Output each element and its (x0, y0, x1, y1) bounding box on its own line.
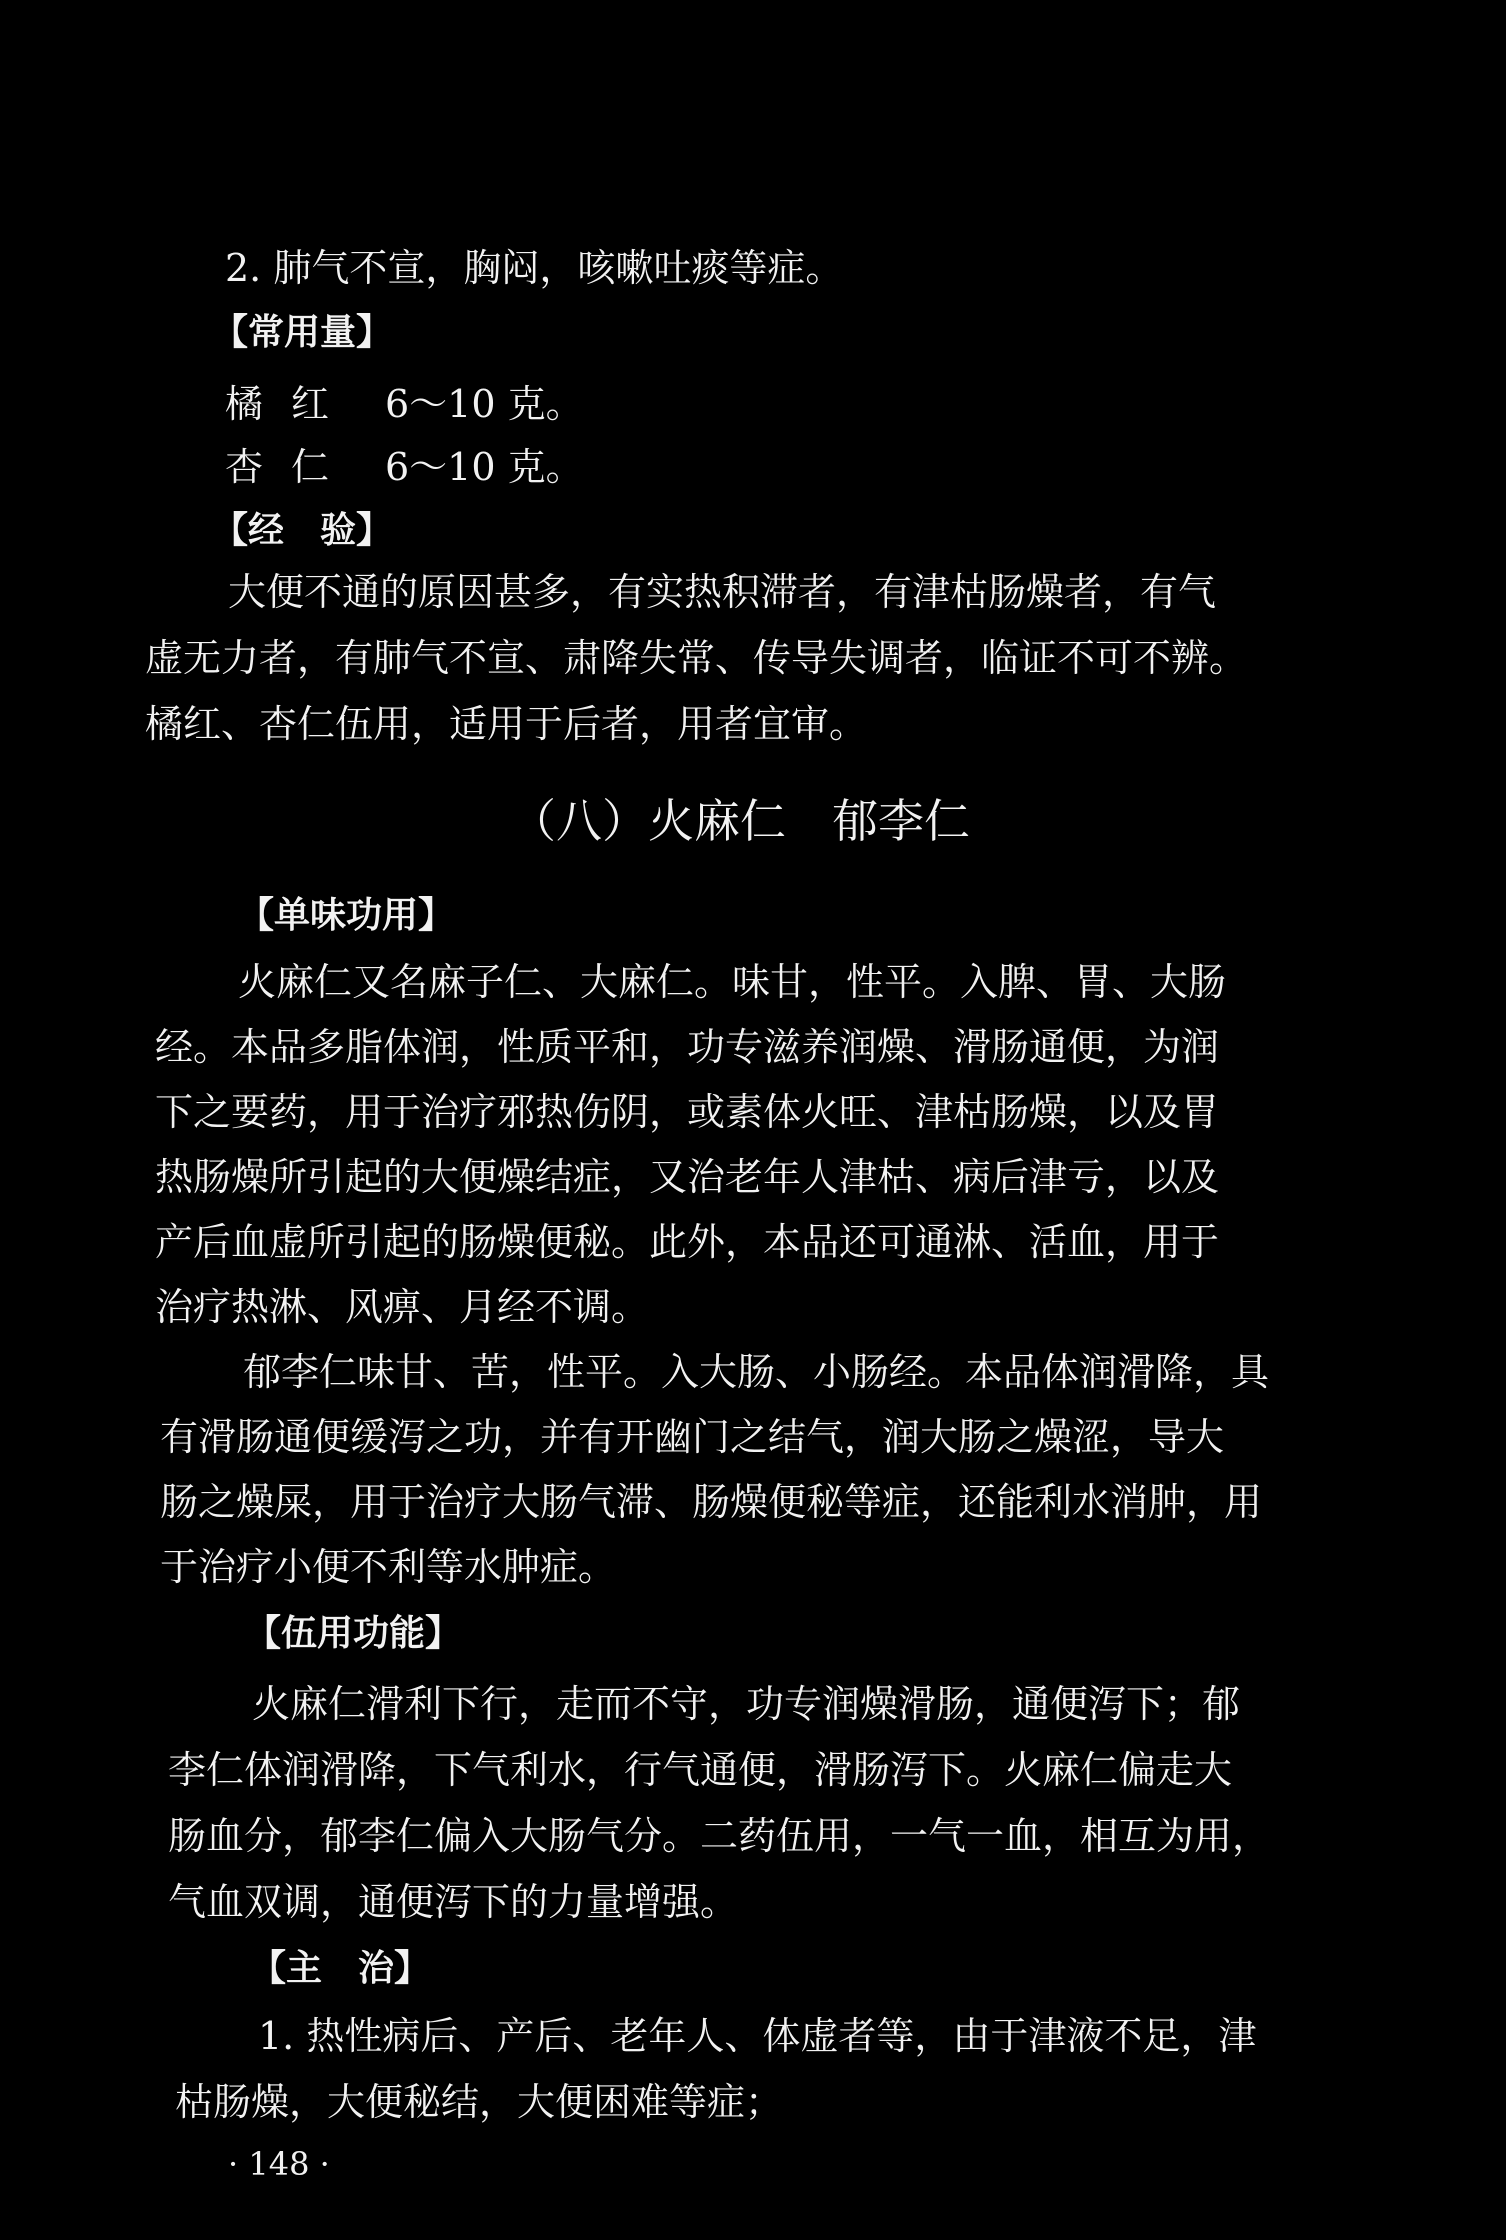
dosage-amount: 6～10 克。 (385, 445, 584, 489)
paragraph-line: 有滑肠通便缓泻之功，并有开幽门之结气，润大肠之燥涩，导大 (160, 1415, 1225, 1459)
dosage-amount: 6～10 克。 (385, 382, 584, 426)
dosage-herb-name: 橘红 (225, 382, 358, 426)
experience-heading: 【经 验】 (212, 510, 393, 551)
list-item-2: 2. 肺气不宣，胸闷，咳嗽吐痰等症。 (225, 246, 844, 290)
page-number: · 148 · (228, 2145, 330, 2183)
paragraph-line: 于治疗小便不利等水肿症。 (160, 1545, 617, 1589)
single-function-heading: 【单味功用】 (238, 895, 455, 936)
paragraph-line: 虚无力者，有肺气不宣、肃降失常、传导失调者，临证不可不辨。 (145, 636, 1248, 680)
paragraph-line: 肠血分，郁李仁偏入大肠气分。二药伍用，一气一血，相互为用， (168, 1814, 1271, 1858)
paragraph-line: 肠之燥屎，用于治疗大肠气滞、肠燥便秘等症，还能利水消肿，用 (160, 1480, 1263, 1524)
indication-heading: 【主 治】 (250, 1948, 431, 1989)
paragraph-line: 火麻仁又名麻子仁、大麻仁。味甘，性平。入脾、胃、大肠 (238, 960, 1227, 1004)
paragraph-line: 李仁体润滑降，下气利水，行气通便，滑肠泻下。火麻仁偏走大 (168, 1748, 1233, 1792)
paragraph-line: 火麻仁滑利下行，走而不守，功专润燥滑肠，通便泻下；郁 (252, 1682, 1241, 1726)
dosage-row (225, 443, 584, 491)
paragraph-line: 橘红、杏仁伍用，适用于后者，用者宜审。 (145, 702, 868, 746)
dosage-herb-name: 杏仁 (225, 445, 358, 489)
paragraph-line: 大便不通的原因甚多，有实热积滞者，有津枯肠燥者，有气 (228, 570, 1217, 614)
paragraph-line: 郁李仁味甘、苦，性平。入大肠、小肠经。本品体润滑降，具 (243, 1350, 1270, 1394)
combined-function-heading: 【伍用功能】 (245, 1613, 462, 1654)
paragraph-line: 下之要药，用于治疗邪热伤阴，或素体火旺、津枯肠燥，以及胃 (155, 1090, 1220, 1134)
section-title: （八）火麻仁 郁李仁 (510, 794, 970, 848)
paragraph-line: 治疗热淋、风痹、月经不调。 (155, 1285, 650, 1329)
paragraph-line: 1. 热性病后、产后、老年人、体虚者等，由于津液不足，津 (258, 2014, 1257, 2058)
paragraph-line: 枯肠燥，大便秘结，大便困难等症； (175, 2080, 784, 2124)
paragraph-line: 气血双调，通便泻下的力量增强。 (168, 1880, 739, 1924)
dosage-row (225, 380, 584, 428)
paragraph-line: 产后血虚所引起的肠燥便秘。此外，本品还可通淋、活血，用于 (155, 1220, 1220, 1264)
paragraph-line: 经。本品多脂体润，性质平和，功专滋养润燥、滑肠通便，为润 (155, 1025, 1220, 1069)
dosage-heading: 【常用量】 (212, 312, 393, 353)
paragraph-line: 热肠燥所引起的大便燥结症，又治老年人津枯、病后津亏，以及 (155, 1155, 1220, 1199)
